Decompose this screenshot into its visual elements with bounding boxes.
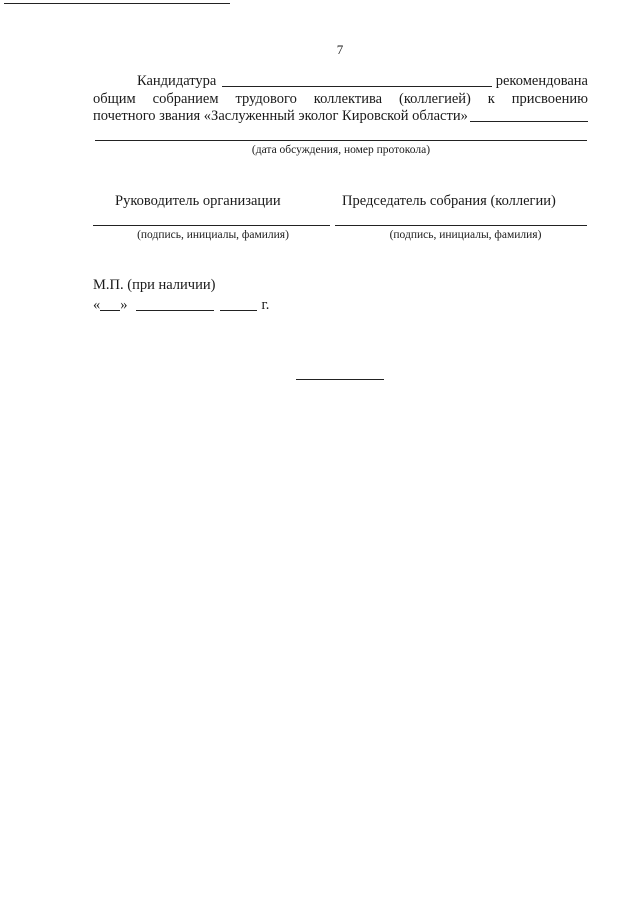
- page-number: 7: [336, 42, 344, 57]
- line2-word: общим: [93, 90, 136, 107]
- line2-word: присвоению: [511, 90, 588, 107]
- end-of-document-rule: [296, 379, 384, 380]
- recommended-word: рекомендована: [495, 73, 588, 89]
- line2-word: собранием: [152, 90, 219, 107]
- line2-word: коллектива: [313, 90, 383, 107]
- day-blank[interactable]: [100, 296, 120, 311]
- recommendation-line-1: [93, 73, 588, 91]
- year-blank[interactable]: [220, 296, 257, 311]
- chairman-label: Председатель собрания (коллегии): [342, 193, 556, 209]
- recommendation-line-2: [93, 91, 588, 109]
- line2-word: (коллегией): [399, 90, 471, 107]
- date-line: [93, 296, 269, 314]
- org-head-signature-blank[interactable]: [93, 225, 330, 226]
- month-blank[interactable]: [136, 296, 214, 311]
- date-quote-open: «: [93, 297, 101, 313]
- year-suffix: г.: [261, 297, 270, 313]
- title-trailing-blank[interactable]: [470, 108, 588, 122]
- recommendation-paragraph: [93, 73, 588, 126]
- line2-word: трудового: [235, 90, 297, 107]
- org-head-signature-caption: (подпись, инициалы, фамилия): [137, 229, 289, 241]
- candidacy-word: Кандидатура: [137, 73, 217, 89]
- date-quote-close: »: [120, 297, 128, 313]
- honorary-title-text: почетного звания «Заслуженный эколог Кировской области»: [93, 108, 468, 124]
- stamp-place-label: М.П. (при наличии): [93, 277, 216, 293]
- candidate-name-blank[interactable]: [222, 73, 491, 87]
- chairman-signature-blank[interactable]: [335, 225, 587, 226]
- line2-word: к: [487, 90, 495, 107]
- discussion-date-blank[interactable]: [95, 140, 587, 141]
- chairman-signature-caption: (подпись, инициалы, фамилия): [389, 229, 542, 241]
- top-edge-rule: [4, 3, 230, 4]
- discussion-date-caption: (дата обсуждения, номер протокола): [251, 144, 431, 156]
- org-head-label: Руководитель организации: [115, 193, 281, 209]
- recommendation-line-3: [93, 108, 588, 126]
